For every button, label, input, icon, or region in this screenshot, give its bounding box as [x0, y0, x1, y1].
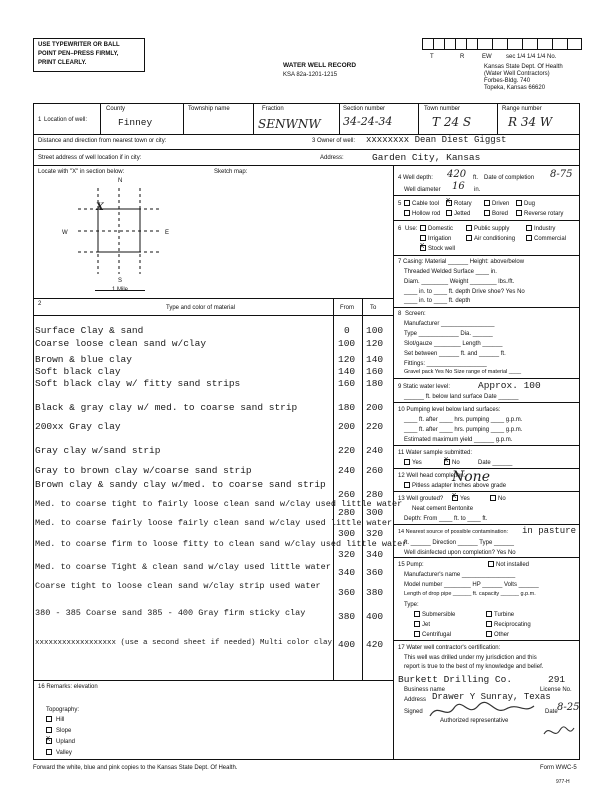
section2-num: 2	[38, 301, 42, 307]
cert-business-label: Business name	[404, 687, 446, 693]
use-label: 6	[398, 226, 402, 232]
method-driven-checkbox[interactable]	[484, 200, 490, 206]
cert-auth-label: Authorized representative	[440, 718, 509, 724]
screen-line-4: Set between ______ ft. and ______ ft.	[404, 351, 506, 357]
grouted-yes-checkbox[interactable]	[452, 495, 458, 501]
forward-note: Forward the white, blue and pink copies to the Kansas State Dept. Of Health.	[33, 765, 238, 771]
contam-line-1: ft. ______ Direction ______ Type ______	[404, 540, 514, 546]
log-from: 220	[338, 445, 356, 456]
agency-line-1: Kansas State Dept. Of Health	[484, 64, 563, 70]
pumping-label: 10 Pumping level below land surfaces:	[398, 407, 501, 413]
pumping-line-2: ____ ft. after ____ hrs. pumping ____ g.p.m.	[404, 427, 523, 433]
method-bored-checkbox[interactable]	[484, 210, 490, 216]
log-from: 380	[338, 611, 356, 622]
casing-line-3: Diam. ________ Weight ________ lbs./ft.	[404, 279, 515, 285]
well-depth-unit: ft.	[473, 175, 479, 181]
town-label: Town number	[424, 106, 461, 112]
log-to: 120	[366, 338, 384, 349]
form-ksa: KSA 82a-1201-1215	[283, 72, 338, 78]
log-to: 300	[366, 507, 384, 518]
log-material: Coarse loose clean sand w/clay	[35, 338, 207, 349]
log-material: Soft black clay	[35, 366, 121, 377]
pump-not-installed-checkbox[interactable]	[488, 561, 494, 567]
pumping-line-1: ____ ft. after ____ hrs. pumping ____ g.p.m.	[404, 417, 523, 423]
sample-no-checkbox[interactable]	[444, 459, 450, 465]
use-public-supply-checkbox[interactable]	[466, 225, 472, 231]
use-air-conditioning-label: Air conditioning	[474, 236, 516, 242]
well-diameter-label: Well diameter	[404, 187, 441, 193]
grouted-no-checkbox[interactable]	[490, 495, 496, 501]
cert-date[interactable]: 8-25	[557, 702, 580, 713]
section-label: Section number	[343, 106, 386, 112]
street-label: Street address of well location if in city:	[38, 155, 142, 161]
log-to: 160	[366, 366, 384, 377]
screen-line-1: Manufacturer ________________	[404, 321, 495, 327]
log-to: 420	[366, 639, 384, 650]
log-from: 280	[338, 507, 356, 518]
agency-line-2: (Water Well Contractors)	[484, 71, 550, 77]
screen-line-6: Gravel pack Yes No Size range of material ____	[404, 369, 522, 375]
head-label: 12 Well head completion:	[398, 473, 466, 479]
topography-label: Topography:	[46, 707, 80, 713]
col-type-label: Type and color of material	[166, 305, 236, 311]
topo-slope-label: Slope	[56, 728, 72, 734]
use-title: Use:	[405, 226, 418, 232]
log-from: 360	[338, 587, 356, 598]
method-num: 5	[398, 201, 402, 207]
screen-num: 8	[398, 311, 402, 317]
pump-line-3: Length of drop pipe ______ ft. capacity ______ g.p.m.	[404, 591, 536, 597]
col-to-label: To	[370, 305, 377, 311]
topo-valley-checkbox[interactable]	[46, 749, 52, 755]
pump-jet-checkbox[interactable]	[414, 621, 420, 627]
screen-label: Screen:	[405, 311, 426, 317]
use-industry-label: Industry	[534, 226, 556, 232]
sketch-label: Sketch map:	[214, 169, 248, 175]
log-to: 180	[366, 378, 384, 389]
log-from: 320	[338, 549, 356, 560]
method-rotary-checkbox[interactable]	[446, 200, 452, 206]
method-cable-tool-checkbox[interactable]	[404, 200, 410, 206]
pump-reciprocating-checkbox[interactable]	[486, 621, 492, 627]
compass-n: N	[118, 178, 123, 184]
use-stock-label: Stock well	[428, 246, 456, 252]
use-commercial-checkbox[interactable]	[526, 235, 532, 241]
sample-label: 11 Water sample submitted:	[398, 450, 473, 456]
compass-mile: 1 Mile	[112, 287, 129, 293]
location-label: Location of well:	[44, 117, 88, 123]
log-from: 260	[338, 489, 356, 500]
grouted-label: 13 Well grouted?	[398, 496, 444, 502]
log-material: Med. to coarse firm to loose fitty to clean sand w/clay used little water	[35, 539, 408, 549]
log-from: 120	[338, 354, 356, 365]
log-to: 220	[366, 421, 384, 432]
method-reverse-rotary-checkbox[interactable]	[516, 210, 522, 216]
method-hollow-rod-checkbox[interactable]	[404, 210, 410, 216]
log-from: 160	[338, 378, 356, 389]
log-to: 100	[366, 325, 384, 336]
log-from: 300	[338, 528, 356, 539]
cert-address-label: Address	[404, 697, 427, 703]
col-from-label: From	[340, 305, 354, 311]
topo-upland-label: Upland	[56, 739, 76, 745]
log-from: 180	[338, 402, 356, 413]
log-to: 280	[366, 489, 384, 500]
pump-reciprocating-label: Reciprocating	[494, 622, 531, 628]
compass-e: E	[165, 230, 170, 236]
log-material: 200xx Gray clay	[35, 421, 121, 432]
use-stock-checkbox[interactable]	[420, 245, 426, 251]
corner-code: 977-H	[556, 779, 570, 785]
compass-w: W	[62, 230, 68, 236]
log-material: Med. to coarse Tight & clean sand w/clay used little water	[35, 562, 331, 572]
log-material: Gray clay w/sand strip	[35, 445, 161, 456]
pump-centrifugal-label: Centrifugal	[422, 632, 452, 638]
casing-line-1: 7 Casing: Material ______ Height: above/below	[398, 259, 525, 265]
fraction-label: Fraction	[262, 106, 284, 112]
static-sub: ______ ft. below land surface Date ______	[404, 394, 519, 400]
agency-line-4: Topeka, Kansas 66620	[484, 85, 546, 91]
section-value[interactable]: 34-24-34	[343, 115, 393, 128]
grouted-line-1: Neat cement Bentonite	[412, 506, 474, 512]
log-to: 380	[366, 587, 384, 598]
top-t-label: T	[430, 54, 434, 60]
form-number: Form WWC-5	[540, 765, 577, 771]
well-depth-label: 4 Well depth:	[398, 175, 433, 181]
cert-label: 17 Water well contractor's certification:	[398, 645, 501, 651]
casing-line-4: ____ in. to ____ ft. depth Drive shoe? Yes No	[404, 289, 525, 295]
cert-date-label: Date	[545, 709, 558, 715]
mile-scale	[95, 290, 145, 291]
log-material: Soft black clay w/ fitty sand strips	[35, 378, 241, 389]
top-r-label: R	[460, 54, 465, 60]
log-to: 200	[366, 402, 384, 413]
topo-hill-label: Hill	[56, 717, 65, 723]
sample-yes-checkbox[interactable]	[404, 459, 410, 465]
log-material: Brown & blue clay	[35, 354, 132, 365]
method-driven-label: Driven	[492, 201, 510, 207]
pump-other-checkbox[interactable]	[486, 631, 492, 637]
location-num: 1	[38, 117, 42, 123]
sample-yes-label: Yes	[412, 460, 422, 466]
sample-no-label: No	[452, 460, 460, 466]
method-jetted-checkbox[interactable]	[446, 210, 452, 216]
remarks-label: 16 Remarks: elevation	[38, 684, 98, 690]
owner-label: 3 Owner of well:	[312, 138, 356, 144]
use-irrigation-checkbox[interactable]	[420, 235, 426, 241]
top-ew-label: EW	[482, 54, 492, 60]
log-material: Med. to coarse fairly loose fairly clean sand w/clay used little water	[35, 518, 393, 528]
log-from: 0	[344, 325, 350, 336]
use-irrigation-label: Irrigation	[428, 236, 452, 242]
pump-line-4: Type:	[404, 602, 419, 608]
pump-submersible-label: Submersible	[422, 612, 456, 618]
log-to: 400	[366, 611, 384, 622]
distance-label: Distance and direction from nearest town or city:	[38, 138, 167, 144]
cert-address[interactable]: Drawer Y Sunray, Texas	[432, 692, 551, 702]
log-from: 340	[338, 567, 356, 578]
use-industry-checkbox[interactable]	[526, 225, 532, 231]
static-label: 9 Static water level:	[398, 384, 451, 390]
cert-line-2: report is true to the best of my knowledge and belief.	[404, 664, 544, 670]
log-to: 140	[366, 354, 384, 365]
method-rotary-label: Rotary	[454, 201, 472, 207]
log-material: xxxxxxxxxxxxxxxxxx (use a second sheet if needed) Multi color clay	[35, 639, 333, 647]
pump-line-2: Model number ________ HP ______ Volts ______	[404, 582, 539, 588]
grouted-line-2: Depth: From ____ ft. to ____ ft.	[404, 516, 488, 522]
initials-mark	[542, 724, 576, 744]
completion-date-label: Date of completion	[484, 175, 535, 181]
log-to: 260	[366, 465, 384, 476]
log-material: Med. to coarse tight to fairly loose clean sand w/clay used little water	[35, 499, 403, 509]
fraction-value[interactable]: SENWNW	[258, 117, 321, 131]
cert-signed-label: Signed	[404, 709, 423, 715]
log-from: 200	[338, 421, 356, 432]
range-label: Range number	[502, 106, 542, 112]
log-from: 240	[338, 465, 356, 476]
topo-hill-checkbox[interactable]	[46, 716, 52, 722]
use-public-supply-label: Public supply	[474, 226, 510, 232]
county-label: County	[106, 106, 126, 112]
address-value[interactable]: Garden City, Kansas	[372, 152, 481, 163]
log-from: 140	[338, 366, 356, 377]
screen-line-2: Type ____________ Dia. ______	[404, 331, 493, 337]
pump-not-installed-label: Not installed	[496, 562, 530, 568]
screen-line-3: Slot/gauze ________ Length ______	[404, 341, 503, 347]
grouted-no-label: No	[498, 496, 506, 502]
range-value[interactable]: R 34 W	[508, 115, 553, 129]
pump-other-label: Other	[494, 632, 510, 638]
log-material: 380 - 385 Coarse sand 385 - 400 Gray firm sticky clay	[35, 608, 306, 618]
locate-label: Locate with "X" in section below:	[38, 169, 125, 175]
contam-value[interactable]: in pasture	[522, 526, 577, 536]
method-bored-label: Bored	[492, 211, 509, 217]
method-dug-checkbox[interactable]	[516, 200, 522, 206]
use-commercial-label: Commercial	[534, 236, 567, 242]
completion-date-value[interactable]: 8-75	[550, 169, 573, 180]
topo-upland-checkbox[interactable]	[46, 738, 52, 744]
form-title: WATER WELL RECORD	[283, 62, 357, 69]
log-material: Gray to brown clay w/coarse sand strip	[35, 465, 252, 476]
grid-x-mark: X	[96, 202, 104, 213]
log-from: 400	[338, 639, 356, 650]
log-to: 320	[366, 528, 384, 539]
instruction-line-1: USE TYPEWRITER OR BALL	[38, 42, 120, 48]
top-sec-label: sec 1/4 1/4 1/4 No.	[506, 54, 557, 60]
log-material: Coarse tight to loose clean sand w/clay strip used water	[35, 581, 321, 591]
owner-value[interactable]: xxxxxxxx Dean Diest Giggst	[366, 135, 507, 145]
head-line: Pitless adapter Inches above grade	[412, 483, 507, 489]
instruction-line-2: POINT PEN–PRESS FIRMLY,	[38, 51, 119, 57]
log-to: 340	[366, 549, 384, 560]
compass-s: S	[118, 278, 123, 284]
use-air-conditioning-checkbox[interactable]	[466, 235, 472, 241]
log-material: Brown clay & sandy clay w/med. to coarse sand strip	[35, 479, 326, 490]
grouted-yes-label: Yes	[460, 496, 470, 502]
use-domestic-checkbox[interactable]	[420, 225, 426, 231]
log-from: 100	[338, 338, 356, 349]
cert-business[interactable]: Burkett Drilling Co.	[398, 674, 513, 685]
well-depth-value[interactable]: 420	[447, 169, 467, 180]
address-label: Address:	[320, 155, 344, 161]
town-value[interactable]: T 24 S	[432, 115, 472, 129]
contam-line-2: Well disinfected upon completion? Yes No	[404, 550, 516, 556]
casing-line-2: Threaded Welded Surface ____ in.	[404, 269, 497, 275]
method-reverse-rotary-label: Reverse rotary	[524, 211, 564, 217]
cert-license-label: License No.	[540, 687, 572, 693]
agency-line-3: Forbes-Bldg. 740	[484, 78, 531, 84]
pitless-checkbox[interactable]	[404, 482, 410, 488]
instruction-line-3: PRINT CLEARLY.	[38, 60, 87, 66]
pump-label: 15 Pump:	[398, 562, 424, 568]
log-to: 360	[366, 567, 384, 578]
log-material: Black & gray clay w/ med. to coarse sand strip	[35, 402, 298, 413]
pump-jet-label: Jet	[422, 622, 431, 628]
pumping-line-3: Estimated maximum yield ______ g.p.m.	[404, 437, 513, 443]
pump-turbine-checkbox[interactable]	[486, 611, 492, 617]
pump-turbine-label: Turbine	[494, 612, 515, 618]
use-domestic-label: Domestic	[428, 226, 454, 232]
pump-centrifugal-checkbox[interactable]	[414, 631, 420, 637]
sample-date: Date ______	[478, 460, 513, 466]
topo-valley-label: Valley	[56, 750, 72, 756]
method-jetted-label: Jetted	[454, 211, 471, 217]
cert-license[interactable]: 291	[548, 674, 566, 685]
topo-slope-checkbox[interactable]	[46, 727, 52, 733]
township-label: Township name	[188, 106, 230, 112]
method-hollow-rod-label: Hollow rod	[412, 211, 441, 217]
contam-label: 14 Nearest source of possible contamination:	[398, 529, 509, 535]
county-value[interactable]: Finney	[118, 117, 153, 128]
well-diameter-value[interactable]: 16	[452, 181, 465, 192]
well-diameter-unit: in.	[474, 187, 481, 193]
static-value[interactable]: Approx. 100	[478, 380, 541, 391]
casing-line-5: ____ in. to ____ ft. depth	[404, 298, 471, 304]
cert-line-1: This well was drilled under my jurisdiction and this	[404, 655, 537, 661]
pump-submersible-checkbox[interactable]	[414, 611, 420, 617]
method-cable-tool-label: Cable tool	[412, 201, 440, 207]
pump-line-1: Manufacturer's name ________________	[404, 572, 516, 578]
head-value[interactable]: None	[452, 469, 490, 485]
log-material: Surface Clay & sand	[35, 325, 144, 336]
log-to: 240	[366, 445, 384, 456]
screen-line-5: Fittings: __________________	[404, 361, 487, 367]
method-dug-label: Dug	[524, 201, 536, 207]
